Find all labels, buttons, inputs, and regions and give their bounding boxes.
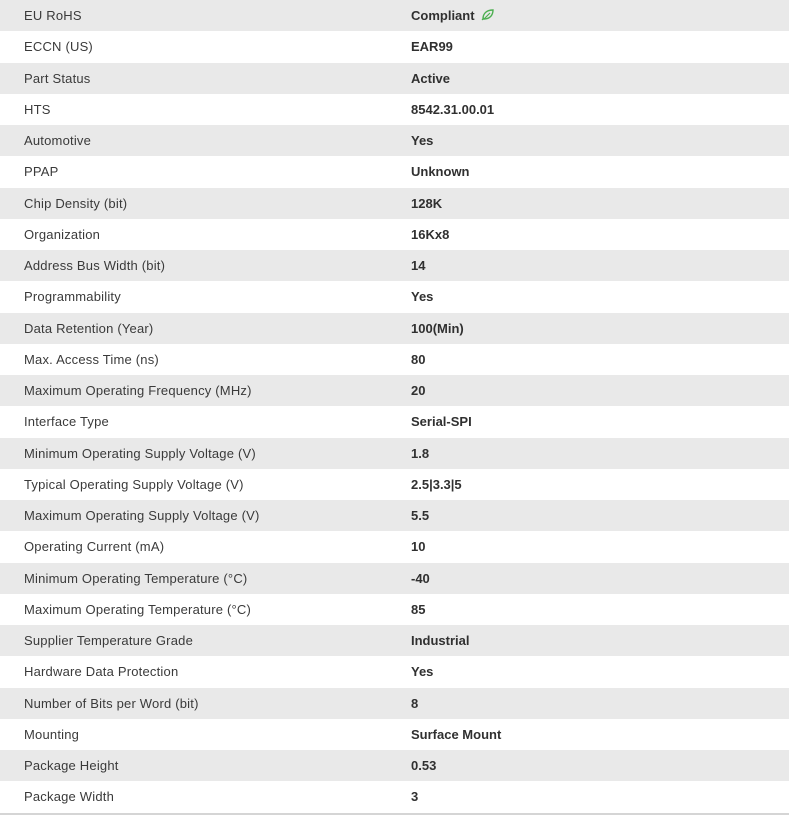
spec-label: Interface Type [0, 406, 411, 437]
spec-row-min-supply-voltage [0, 438, 789, 469]
spec-row-ppap [0, 156, 789, 187]
spec-label: Mounting [0, 719, 411, 750]
spec-label: Organization [0, 219, 411, 250]
spec-label: Typical Operating Supply Voltage (V) [0, 469, 411, 500]
spec-value: 8542.31.00.01 [411, 94, 789, 125]
spec-row-temperature-grade [0, 625, 789, 656]
spec-label: EU RoHS [0, 0, 411, 31]
spec-row-package-height [0, 750, 789, 781]
leaf-icon [481, 9, 495, 21]
spec-value: Unknown [411, 156, 789, 187]
spec-row-min-temperature [0, 563, 789, 594]
spec-value: 85 [411, 594, 789, 625]
spec-label: Package Width [0, 781, 411, 812]
spec-label: ECCN (US) [0, 31, 411, 62]
spec-value: 0.53 [411, 750, 789, 781]
spec-row-eu-rohs [0, 0, 789, 31]
spec-value: 80 [411, 344, 789, 375]
spec-label: Maximum Operating Supply Voltage (V) [0, 500, 411, 531]
spec-label: PPAP [0, 156, 411, 187]
spec-row-address-bus-width [0, 250, 789, 281]
spec-value: Serial-SPI [411, 406, 789, 437]
spec-row-programmability [0, 281, 789, 312]
spec-value: 20 [411, 375, 789, 406]
spec-label: Address Bus Width (bit) [0, 250, 411, 281]
spec-value: Yes [411, 656, 789, 687]
spec-value: Yes [411, 125, 789, 156]
spec-label: Minimum Operating Temperature (°C) [0, 563, 411, 594]
spec-value: EAR99 [411, 31, 789, 62]
spec-label: Operating Current (mA) [0, 531, 411, 562]
spec-row-part-status [0, 63, 789, 94]
spec-label: Number of Bits per Word (bit) [0, 688, 411, 719]
spec-value: -40 [411, 563, 789, 594]
spec-row-operating-current [0, 531, 789, 562]
spec-value: 16Kx8 [411, 219, 789, 250]
spec-label: Data Retention (Year) [0, 313, 411, 344]
spec-label: Part Status [0, 63, 411, 94]
spec-row-max-access-time [0, 344, 789, 375]
spec-row-eccn [0, 31, 789, 62]
spec-value: Compliant [411, 8, 475, 24]
spec-row-mounting [0, 719, 789, 750]
spec-label: Chip Density (bit) [0, 188, 411, 219]
spec-label: Max. Access Time (ns) [0, 344, 411, 375]
spec-value: Industrial [411, 625, 789, 656]
spec-row-max-supply-voltage [0, 500, 789, 531]
spec-value: Surface Mount [411, 719, 789, 750]
spec-value: Active [411, 63, 789, 94]
spec-label: Supplier Temperature Grade [0, 625, 411, 656]
spec-label: HTS [0, 94, 411, 125]
spec-value: Yes [411, 281, 789, 312]
spec-row-interface-type [0, 406, 789, 437]
spec-value: 14 [411, 250, 789, 281]
spec-label: Automotive [0, 125, 411, 156]
spec-label: Hardware Data Protection [0, 656, 411, 687]
spec-value: 2.5|3.3|5 [411, 469, 789, 500]
spec-label: Maximum Operating Frequency (MHz) [0, 375, 411, 406]
spec-row-typical-supply-voltage [0, 469, 789, 500]
spec-value-cell [411, 0, 789, 31]
spec-row-automotive [0, 125, 789, 156]
spec-row-max-frequency [0, 375, 789, 406]
spec-row-organization [0, 219, 789, 250]
spec-value: 1.8 [411, 438, 789, 469]
spec-label: Programmability [0, 281, 411, 312]
spec-row-hts [0, 94, 789, 125]
spec-value: 3 [411, 781, 789, 812]
spec-value: 8 [411, 688, 789, 719]
spec-label: Maximum Operating Temperature (°C) [0, 594, 411, 625]
spec-row-chip-density [0, 188, 789, 219]
spec-row-bits-per-word [0, 688, 789, 719]
table-bottom-divider [0, 813, 789, 815]
spec-label: Package Height [0, 750, 411, 781]
spec-value: 5.5 [411, 500, 789, 531]
spec-value: 100(Min) [411, 313, 789, 344]
spec-row-max-temperature [0, 594, 789, 625]
spec-row-package-width [0, 781, 789, 812]
spec-label: Minimum Operating Supply Voltage (V) [0, 438, 411, 469]
spec-row-hardware-data-protection [0, 656, 789, 687]
spec-value: 10 [411, 531, 789, 562]
spec-row-data-retention [0, 313, 789, 344]
spec-value: 128K [411, 188, 789, 219]
